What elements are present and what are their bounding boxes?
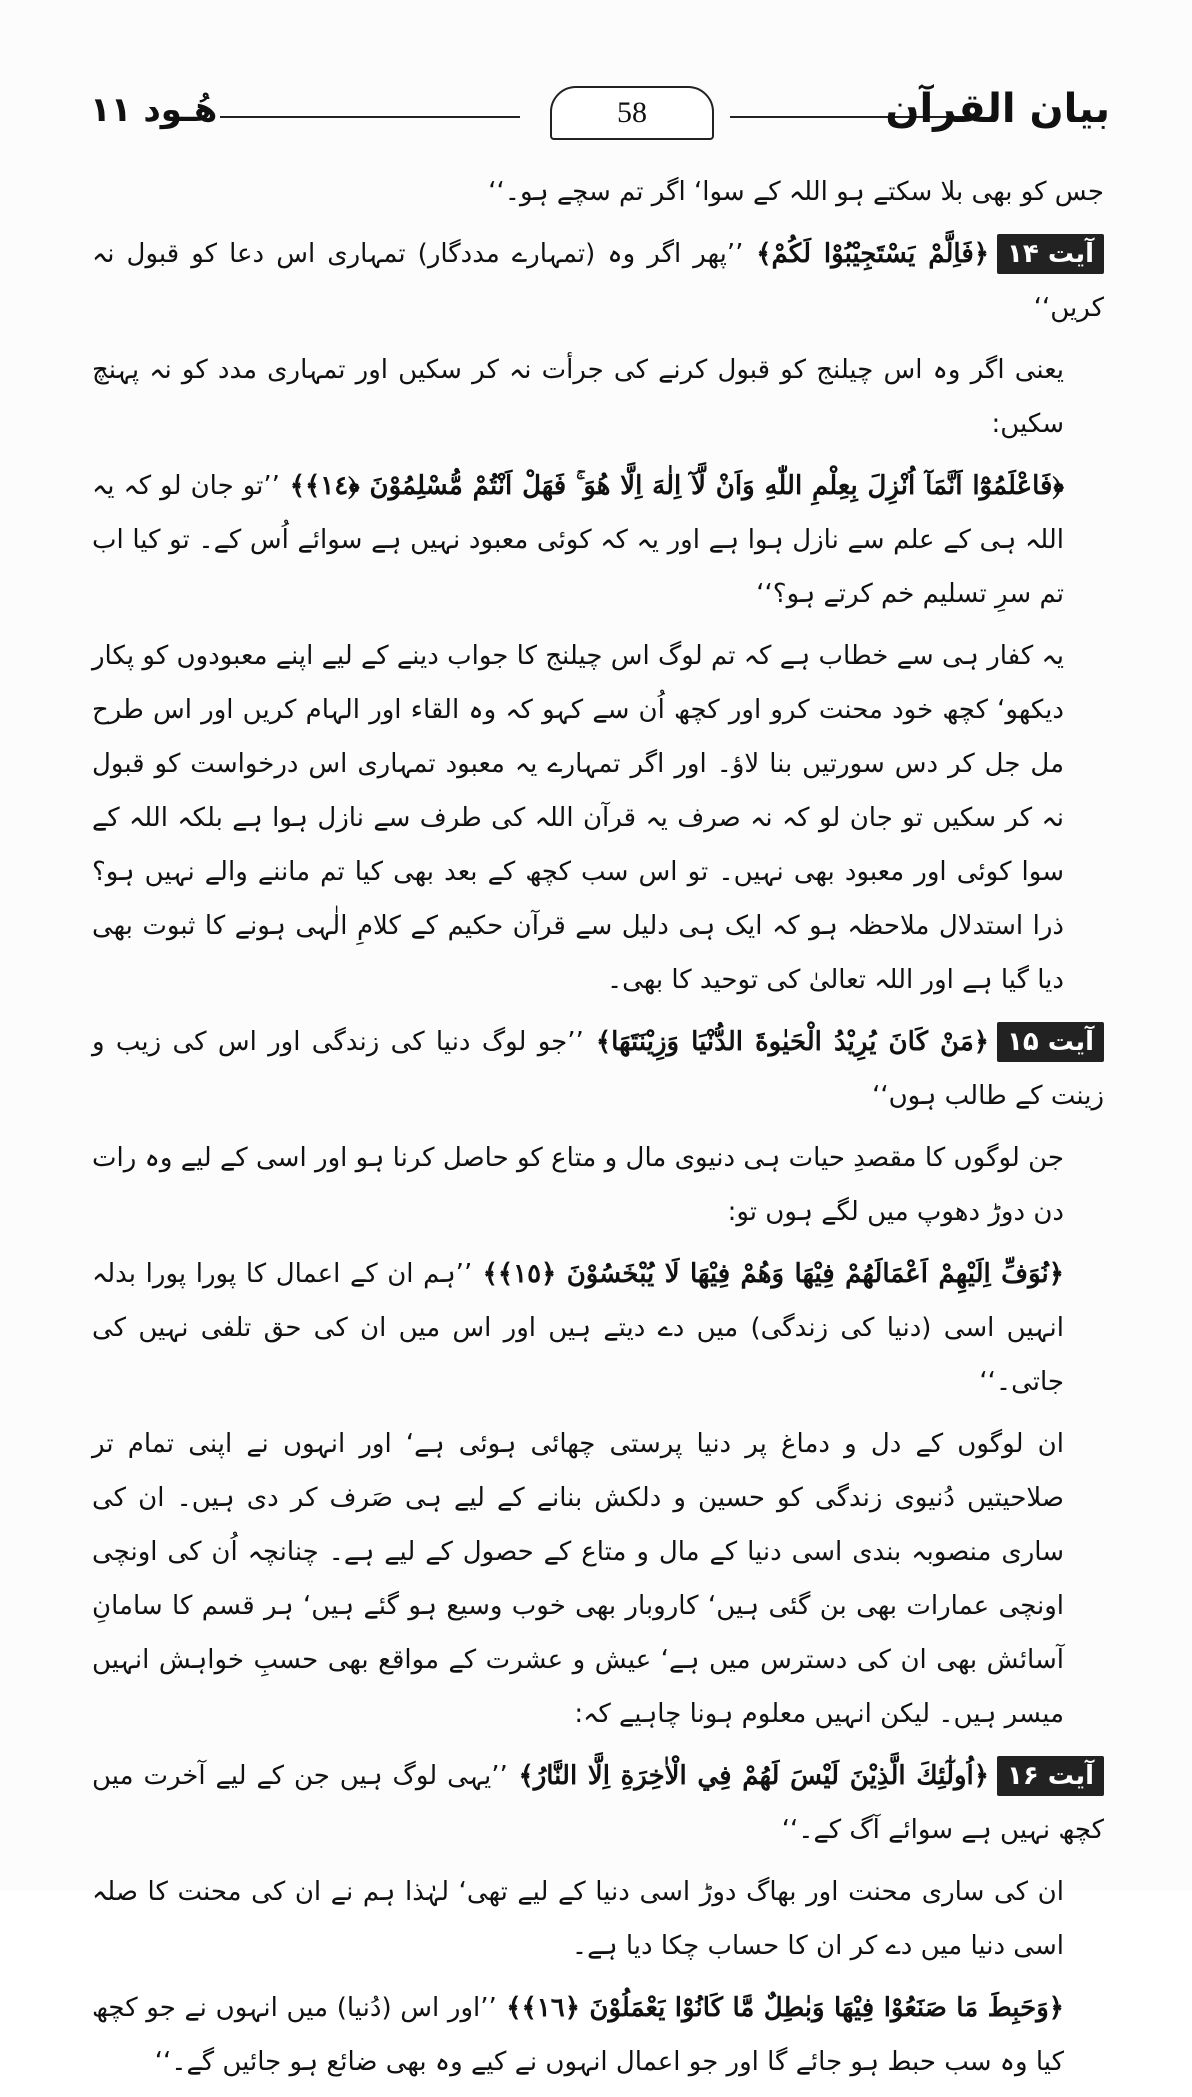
- urdu-text: جس کو بھی بلا سکتے ہو اللہ کے سوا‘ اگر تم سچے ہو۔‘‘: [488, 177, 1104, 207]
- urdu-text: ’’پھر اگر وہ (تمہارے مددگار) تمہاری اس دعا کو قبول نہ کریں‘‘: [92, 239, 1104, 323]
- commentary-paragraph: [92, 165, 1104, 219]
- ayah-paragraph: [92, 227, 1104, 335]
- ayah-paragraph: [92, 1015, 1104, 1123]
- page-number-box: [550, 86, 714, 140]
- arabic-verse: ﴿نُوَفِّ اِلَيْهِمْ اَعْمَالَهُمْ فِيْهَا وَهُمْ فِيْهَا لَا يُبْخَسُوْنَ ﴿١٥﴾﴾: [472, 1259, 1064, 1289]
- arabic-verse: ﴿اُولٰٓئِكَ الَّذِيْنَ لَيْسَ لَهُمْ فِي الْاٰخِرَةِ اِلَّا النَّارُ﴾: [507, 1761, 989, 1791]
- page-number: 58: [617, 96, 647, 129]
- urdu-text: ’’ہم ان کے اعمال کا پورا پورا بدلہ انہیں اسی (دنیا کی زندگی) میں دے دیتے ہیں اور اس میں ان کی حق تلفی نہیں کی جاتی۔‘‘: [92, 1259, 1064, 1397]
- urdu-text: یعنی اگر وہ اس چیلنج کو قبول کرنے کی جرأت نہ کر سکیں اور تمہاری مدد کو نہ پہنچ سکیں:: [92, 355, 1064, 439]
- ayah-number-tag: آیت ۱۴: [997, 234, 1104, 274]
- urdu-text: یہ کفار ہی سے خطاب ہے کہ تم لوگ اس چیلنج کا جواب دینے کے لیے اپنے معبودوں کو پکار دیکھو‘ کچھ خود محنت کرو اور کچھ اُن سے کہو کہ وہ القاء اور الہام کریں اور اس طرح مل جل کر دس سورتیں بنا لاؤ۔ اور اگر تمہارے یہ معبود تمہاری اس درخواست کو قبول نہ کر سکیں تو جان لو کہ نہ صرف یہ قرآن اللہ کی طرف سے نازل ہوا ہے بلکہ اللہ کے سوا کوئی اور معبود بھی نہیں۔ تو اس سب کچھ کے بعد بھی کیا تم ماننے والے نہیں ہو؟ ذرا استدلال ملاحظہ ہو کہ ایک ہی دلیل سے قرآن حکیم کے کلامِ الٰہی ہونے کا ثبوت بھی دیا گیا ہے اور اللہ تعالیٰ کی توحید کا بھی۔: [92, 641, 1064, 995]
- urdu-text: ’’جو لوگ دنیا کی زندگی اور اس کی زیب و زینت کے طالب ہوں‘‘: [92, 1027, 1104, 1111]
- arabic-verse: ﴿فَاِلَّمْ يَسْتَجِيْبُوْا لَكُمْ﴾: [743, 239, 990, 269]
- page-header: [90, 80, 1110, 150]
- ayah-number-tag: آیت ۱۵: [997, 1022, 1104, 1062]
- verse-paragraph: [92, 1981, 1104, 2089]
- arabic-verse: ﴿فَاعْلَمُوْٓا اَنَّمَآ اُنْزِلَ بِعِلْمِ اللّٰهِ وَاَنْ لَّآ اِلٰهَ اِلَّا هُوَ ۚ فَهَلْ اَنْتُمْ مُّسْلِمُوْنَ ﴿١٤﴾﴾: [279, 471, 1064, 501]
- urdu-text: ان لوگوں کے دل و دماغ پر دنیا پرستی چھائی ہوئی ہے‘ اور انہوں نے اپنی تمام تر صلاحیتیں دُنیوی زندگی کو حسین و دلکش بنانے کے لیے ہی صَرف کر دی ہیں۔ ان کی ساری منصوبہ بندی اسی دنیا کے مال و متاع کے حصول کے لیے ہے۔ چنانچہ اُن کی اونچی اونچی عمارات بھی بن گئی ہیں‘ کاروبار بھی خوب وسیع ہو گئے ہیں‘ ہر قسم کا سامانِ آسائش بھی ان کی دسترس میں ہے‘ عیش و عشرت کے مواقع بھی حسبِ خواہش انہیں میسر ہیں۔ لیکن انہیں معلوم ہونا چاہیے کہ:: [92, 1429, 1064, 1729]
- verse-paragraph: [92, 1247, 1104, 1409]
- arabic-verse: ﴿وَحَبِطَ مَا صَنَعُوْا فِيْهَا وَبٰطِلٌ مَّا كَانُوْا يَعْمَلُوْنَ ﴿١٦﴾﴾: [496, 1993, 1064, 2023]
- header-rule-left: [220, 116, 520, 118]
- commentary-paragraph: [92, 1865, 1104, 1973]
- surah-name: هُـود ۱۱: [90, 90, 218, 130]
- commentary-paragraph: [92, 343, 1104, 451]
- urdu-text: ’’اور اس (دُنیا) میں انہوں نے جو کچھ کیا وہ سب حبط ہو جائے گا اور جو اعمال انہوں نے کیے وہ بھی ضائع ہو جائیں گے۔‘‘: [92, 1993, 1064, 2077]
- ayah-number-tag: آیت ۱۶: [997, 1756, 1104, 1796]
- urdu-text: جن لوگوں کا مقصدِ حیات ہی دنیوی مال و متاع کو حاصل کرنا ہو اور اسی کے لیے وہ رات دن دوڑ دھوپ میں لگے ہوں تو:: [92, 1143, 1064, 1227]
- commentary-paragraph: [92, 1417, 1104, 1741]
- commentary-paragraph: [92, 629, 1104, 1007]
- commentary-paragraph: [92, 1131, 1104, 1239]
- arabic-verse: ﴿مَنْ كَانَ يُرِيْدُ الْحَيٰوةَ الدُّنْيَا وَزِيْنَتَهَا﴾: [583, 1027, 989, 1057]
- urdu-text: ان کی ساری محنت اور بھاگ دوڑ اسی دنیا کے لیے تھی‘ لہٰذا ہم نے ان کی محنت کا صلہ اسی دنیا میں دے کر ان کا حساب چکا دیا ہے۔: [92, 1877, 1064, 1961]
- book-title: بیان القرآن: [885, 86, 1110, 132]
- verse-paragraph: [92, 459, 1104, 621]
- urdu-text: ’’یہی لوگ ہیں جن کے لیے آخرت میں کچھ نہیں ہے سوائے آگ کے۔‘‘: [92, 1761, 1104, 1845]
- urdu-text: ’’تو جان لو کہ یہ اللہ ہی کے علم سے نازل ہوا ہے اور یہ کہ کوئی معبود نہیں ہے سوائے اُس کے۔ تو کیا اب تم سرِ تسلیم خم کرتے ہو؟‘‘: [92, 471, 1064, 609]
- page-body: [92, 165, 1104, 2097]
- ayah-paragraph: [92, 1749, 1104, 1857]
